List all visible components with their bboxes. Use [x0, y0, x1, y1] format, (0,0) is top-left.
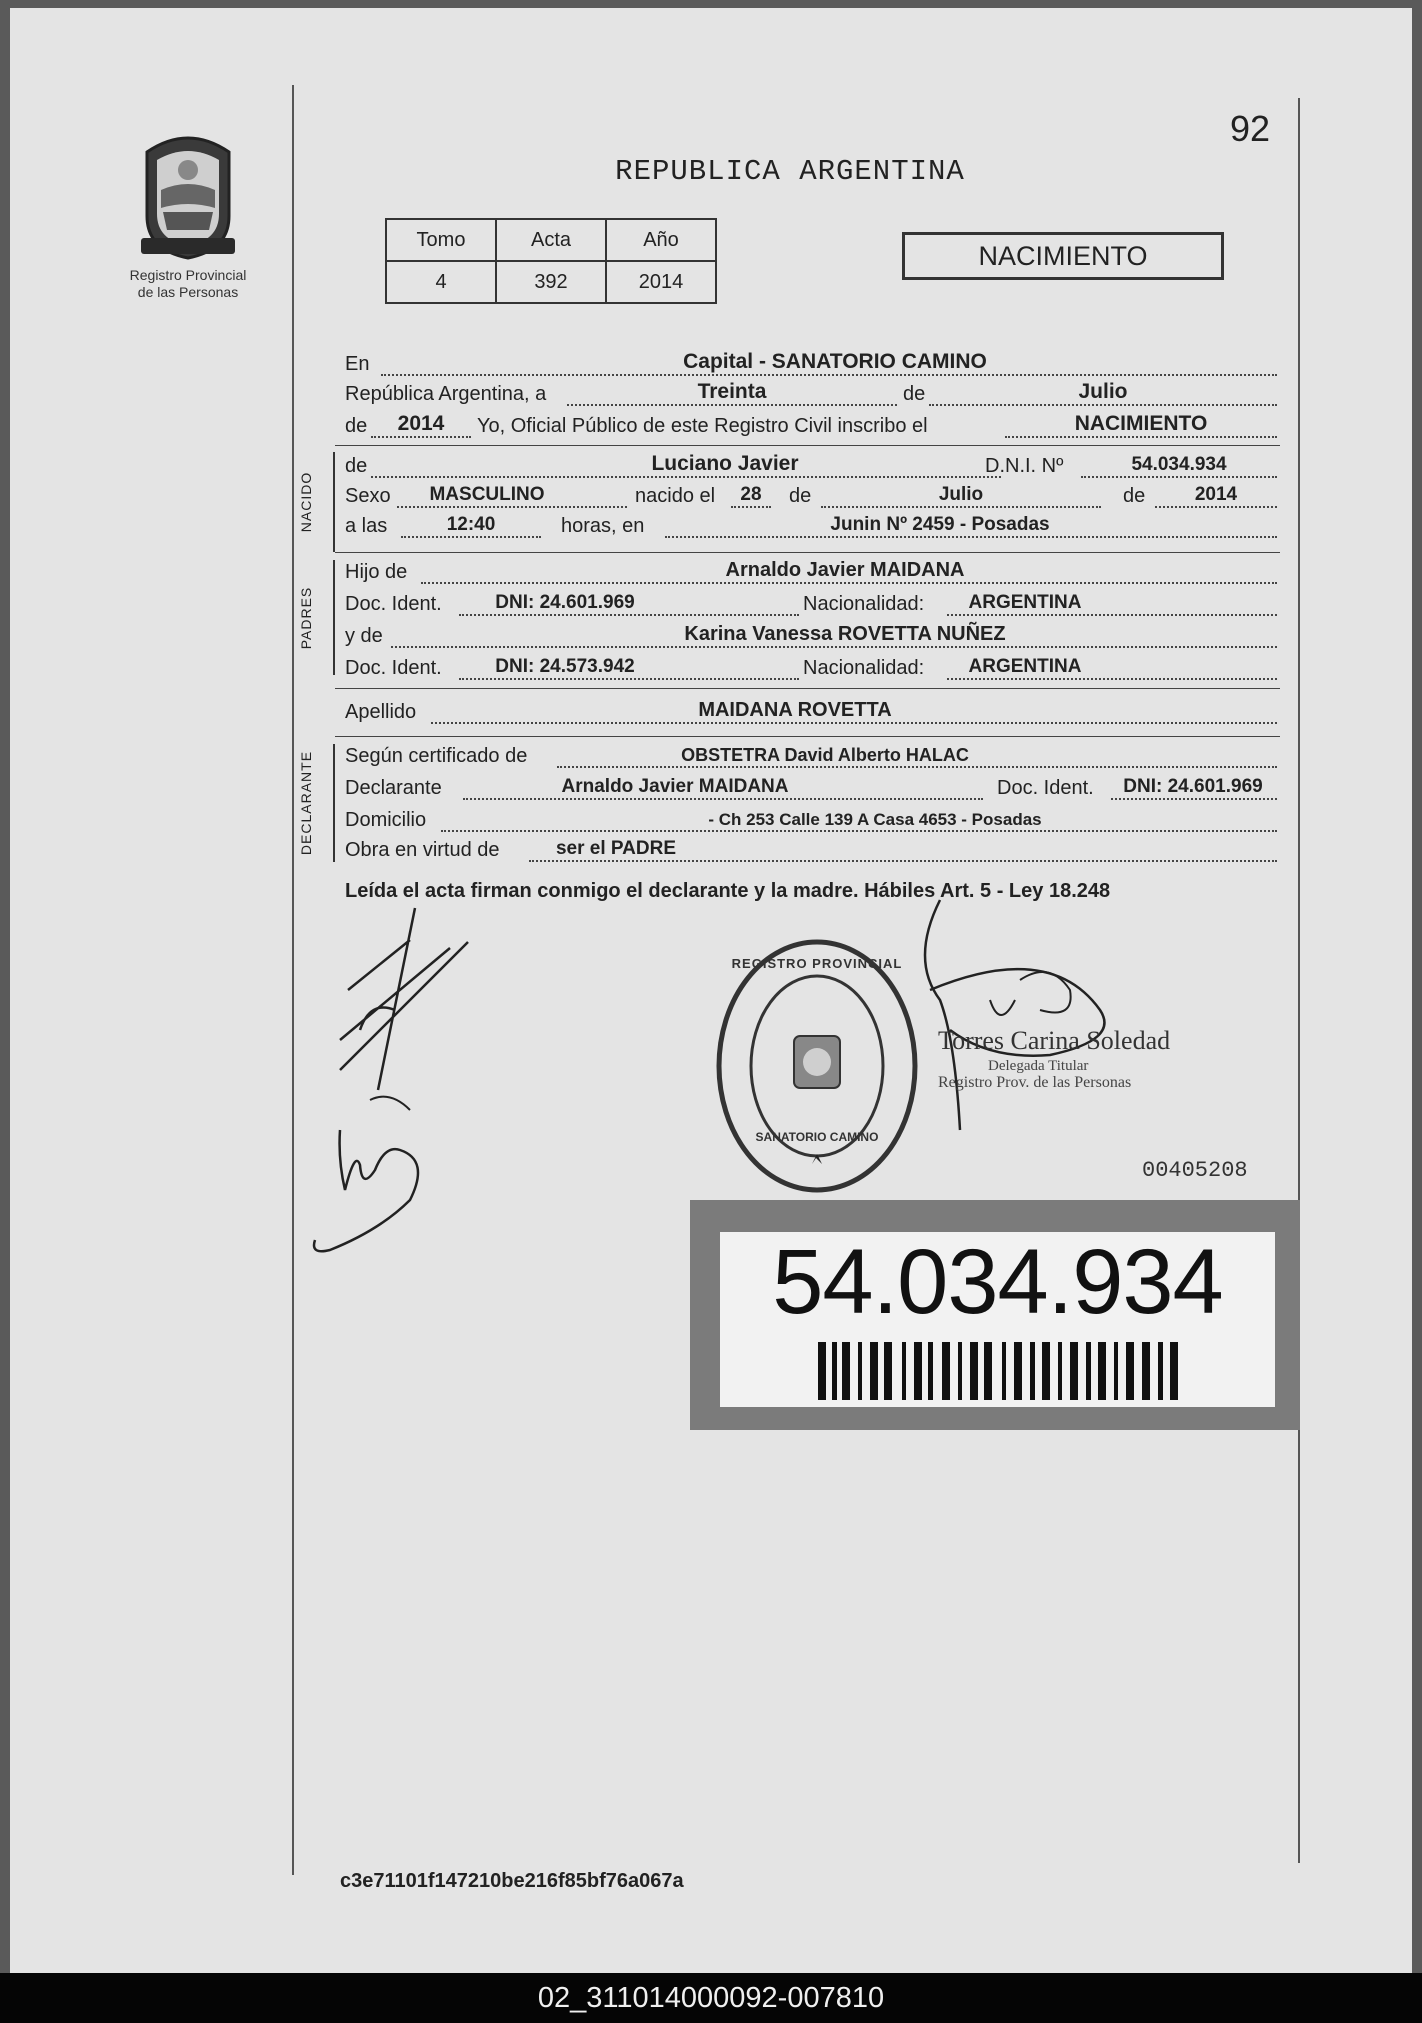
madre-doc-value: DNI: 24.573.942: [495, 656, 635, 677]
sticker-number: 54.034.934: [772, 1231, 1223, 1333]
section-nacido-bar: [333, 452, 335, 552]
row-padre-doc: [345, 588, 1277, 618]
section-nacido-label: NACIDO: [298, 471, 314, 533]
domicilio-value: - Ch 253 Calle 139 A Casa 4653 - Posadas: [708, 810, 1042, 829]
row-certificado: [345, 740, 1277, 770]
hora-value: 12:40: [446, 514, 496, 535]
lugar-value: Capital - SANATORIO CAMINO: [683, 350, 987, 373]
anio-value: 2014: [606, 261, 716, 303]
de-label: de: [1123, 485, 1146, 507]
left-margin-line: [292, 85, 294, 1875]
divider: [335, 688, 1280, 689]
row-nacido-nombre: [345, 450, 1277, 480]
declarante-value: Arnaldo Javier MAIDANA: [561, 776, 789, 797]
tomo-value: 4: [386, 261, 496, 303]
footer-id: 02_311014000092-007810: [0, 1973, 1422, 2023]
acta-value: 392: [496, 261, 606, 303]
registro-provincial-label: Registro Provincial de las Personas: [129, 267, 247, 300]
row-domicilio: [345, 804, 1277, 834]
anio-value: 2014: [397, 412, 445, 435]
nacido-el-label: nacido el: [635, 485, 716, 507]
leyenda-firma: Leída el acta firman conmigo el declarante y la madre. Hábiles Art. 5 - Ley 18.248: [345, 880, 1111, 902]
row-inscripcion: [345, 410, 1277, 440]
certificado-value: OBSTETRA David Alberto HALAC: [681, 745, 969, 765]
doc-ident-label: Doc. Ident.: [997, 777, 1094, 799]
padre-doc-value: DNI: 24.601.969: [495, 592, 635, 613]
reference-table: [385, 218, 717, 304]
row-madre-doc: [345, 652, 1277, 682]
madre-value: Karina Vanessa ROVETTA NUÑEZ: [684, 623, 1006, 645]
declarante-doc-value: DNI: 24.601.969: [1123, 776, 1263, 797]
dni-label: D.N.I. Nº: [985, 455, 1064, 477]
horas-en-label: horas, en: [561, 515, 645, 537]
declarante-label: Declarante: [345, 777, 442, 799]
republica-label: República Argentina, a: [345, 383, 547, 405]
anio-nacimiento-value: 2014: [1194, 484, 1238, 505]
row-fecha: [345, 378, 1277, 408]
misiones-seal-icon: [133, 130, 243, 262]
nacionalidad-label: Nacionalidad:: [803, 657, 925, 679]
right-margin-line: [1298, 98, 1300, 1863]
de-label: de: [345, 455, 368, 477]
obra-value: ser el PADRE: [555, 838, 677, 859]
stamp-outer-text: REGISTRO PROVINCIAL: [731, 956, 903, 971]
row-nacido-sexo: [345, 480, 1277, 510]
divider: [335, 552, 1280, 553]
acta-header: Acta: [496, 219, 606, 261]
dia-nacimiento-value: 28: [740, 484, 762, 505]
padre-nacionalidad-value: ARGENTINA: [968, 592, 1082, 613]
row-declarante: [345, 772, 1277, 802]
divider: [335, 445, 1280, 446]
document-title: REPUBLICA ARGENTINA: [615, 155, 965, 188]
hijo-de-label: Hijo de: [345, 561, 408, 583]
oficial-organismo: Registro Prov. de las Personas: [938, 1074, 1132, 1091]
sexo-label: Sexo: [345, 485, 391, 507]
section-padres-bar: [333, 560, 335, 675]
row-apellido: [345, 696, 1277, 726]
inscripcion-value: NACIMIENTO: [1074, 412, 1208, 435]
section-declarante-bar: [333, 744, 335, 862]
padre-value: Arnaldo Javier MAIDANA: [725, 559, 965, 581]
section-padres-label: PADRES: [298, 586, 314, 649]
de-label: de: [345, 415, 368, 437]
y-de-label: y de: [345, 625, 383, 647]
page-number: 92: [1230, 108, 1271, 149]
tomo-header: Tomo: [386, 219, 496, 261]
mes-value: Julio: [1078, 380, 1128, 403]
domicilio-label: Domicilio: [345, 809, 427, 831]
barcode-icon: [818, 1342, 1188, 1400]
tipo-acta-box: NACIMIENTO: [902, 232, 1224, 280]
obra-label: Obra en virtud de: [345, 839, 500, 861]
oficial-cargo: Delegada Titular: [988, 1058, 1089, 1074]
a-las-label: a las: [345, 515, 388, 537]
row-obra: [345, 834, 1277, 864]
nombre-value: Luciano Javier: [651, 452, 799, 475]
serial-number: 00405208: [1142, 1158, 1248, 1183]
nacionalidad-label: Nacionalidad:: [803, 593, 925, 615]
oficial-text: Yo, Oficial Público de este Registro Civil inscribo el: [477, 415, 928, 437]
certificado-label: Según certificado de: [345, 745, 528, 767]
row-padre: [345, 556, 1277, 586]
mes-nacimiento-value: Julio: [938, 484, 984, 505]
official-stamp: [712, 936, 922, 1196]
apellido-label: Apellido: [345, 701, 417, 723]
row-madre: [345, 620, 1277, 650]
de-label: de: [903, 383, 926, 405]
doc-ident-label: Doc. Ident.: [345, 593, 442, 615]
section-declarante-label: DECLARANTE: [298, 750, 314, 856]
oficial-nombre: Torres Carina Soledad: [938, 1026, 1171, 1055]
en-label: En: [345, 353, 370, 375]
divider: [335, 736, 1280, 737]
dni-sticker: [690, 1200, 1300, 1430]
row-lugar: [345, 348, 1277, 378]
row-nacido-hora: [345, 510, 1277, 540]
stamp-inner-text: SANATORIO CAMINO: [755, 1130, 879, 1144]
apellido-value: MAIDANA ROVETTA: [698, 699, 892, 721]
sexo-value: MASCULINO: [429, 484, 545, 505]
official-signature: [900, 880, 1160, 1140]
dni-value: 54.034.934: [1131, 454, 1227, 475]
madre-nacionalidad-value: ARGENTINA: [968, 656, 1082, 677]
dia-value: Treinta: [697, 380, 767, 403]
declarante-signature: [300, 900, 480, 1260]
anio-header: Año: [606, 219, 716, 261]
doc-ident-label: Doc. Ident.: [345, 657, 442, 679]
lugar-nacimiento-value: Junin Nº 2459 - Posadas: [830, 514, 1050, 535]
de-label: de: [789, 485, 812, 507]
document-hash: c3e71101f147210be216f85bf76a067a: [340, 1870, 684, 1892]
